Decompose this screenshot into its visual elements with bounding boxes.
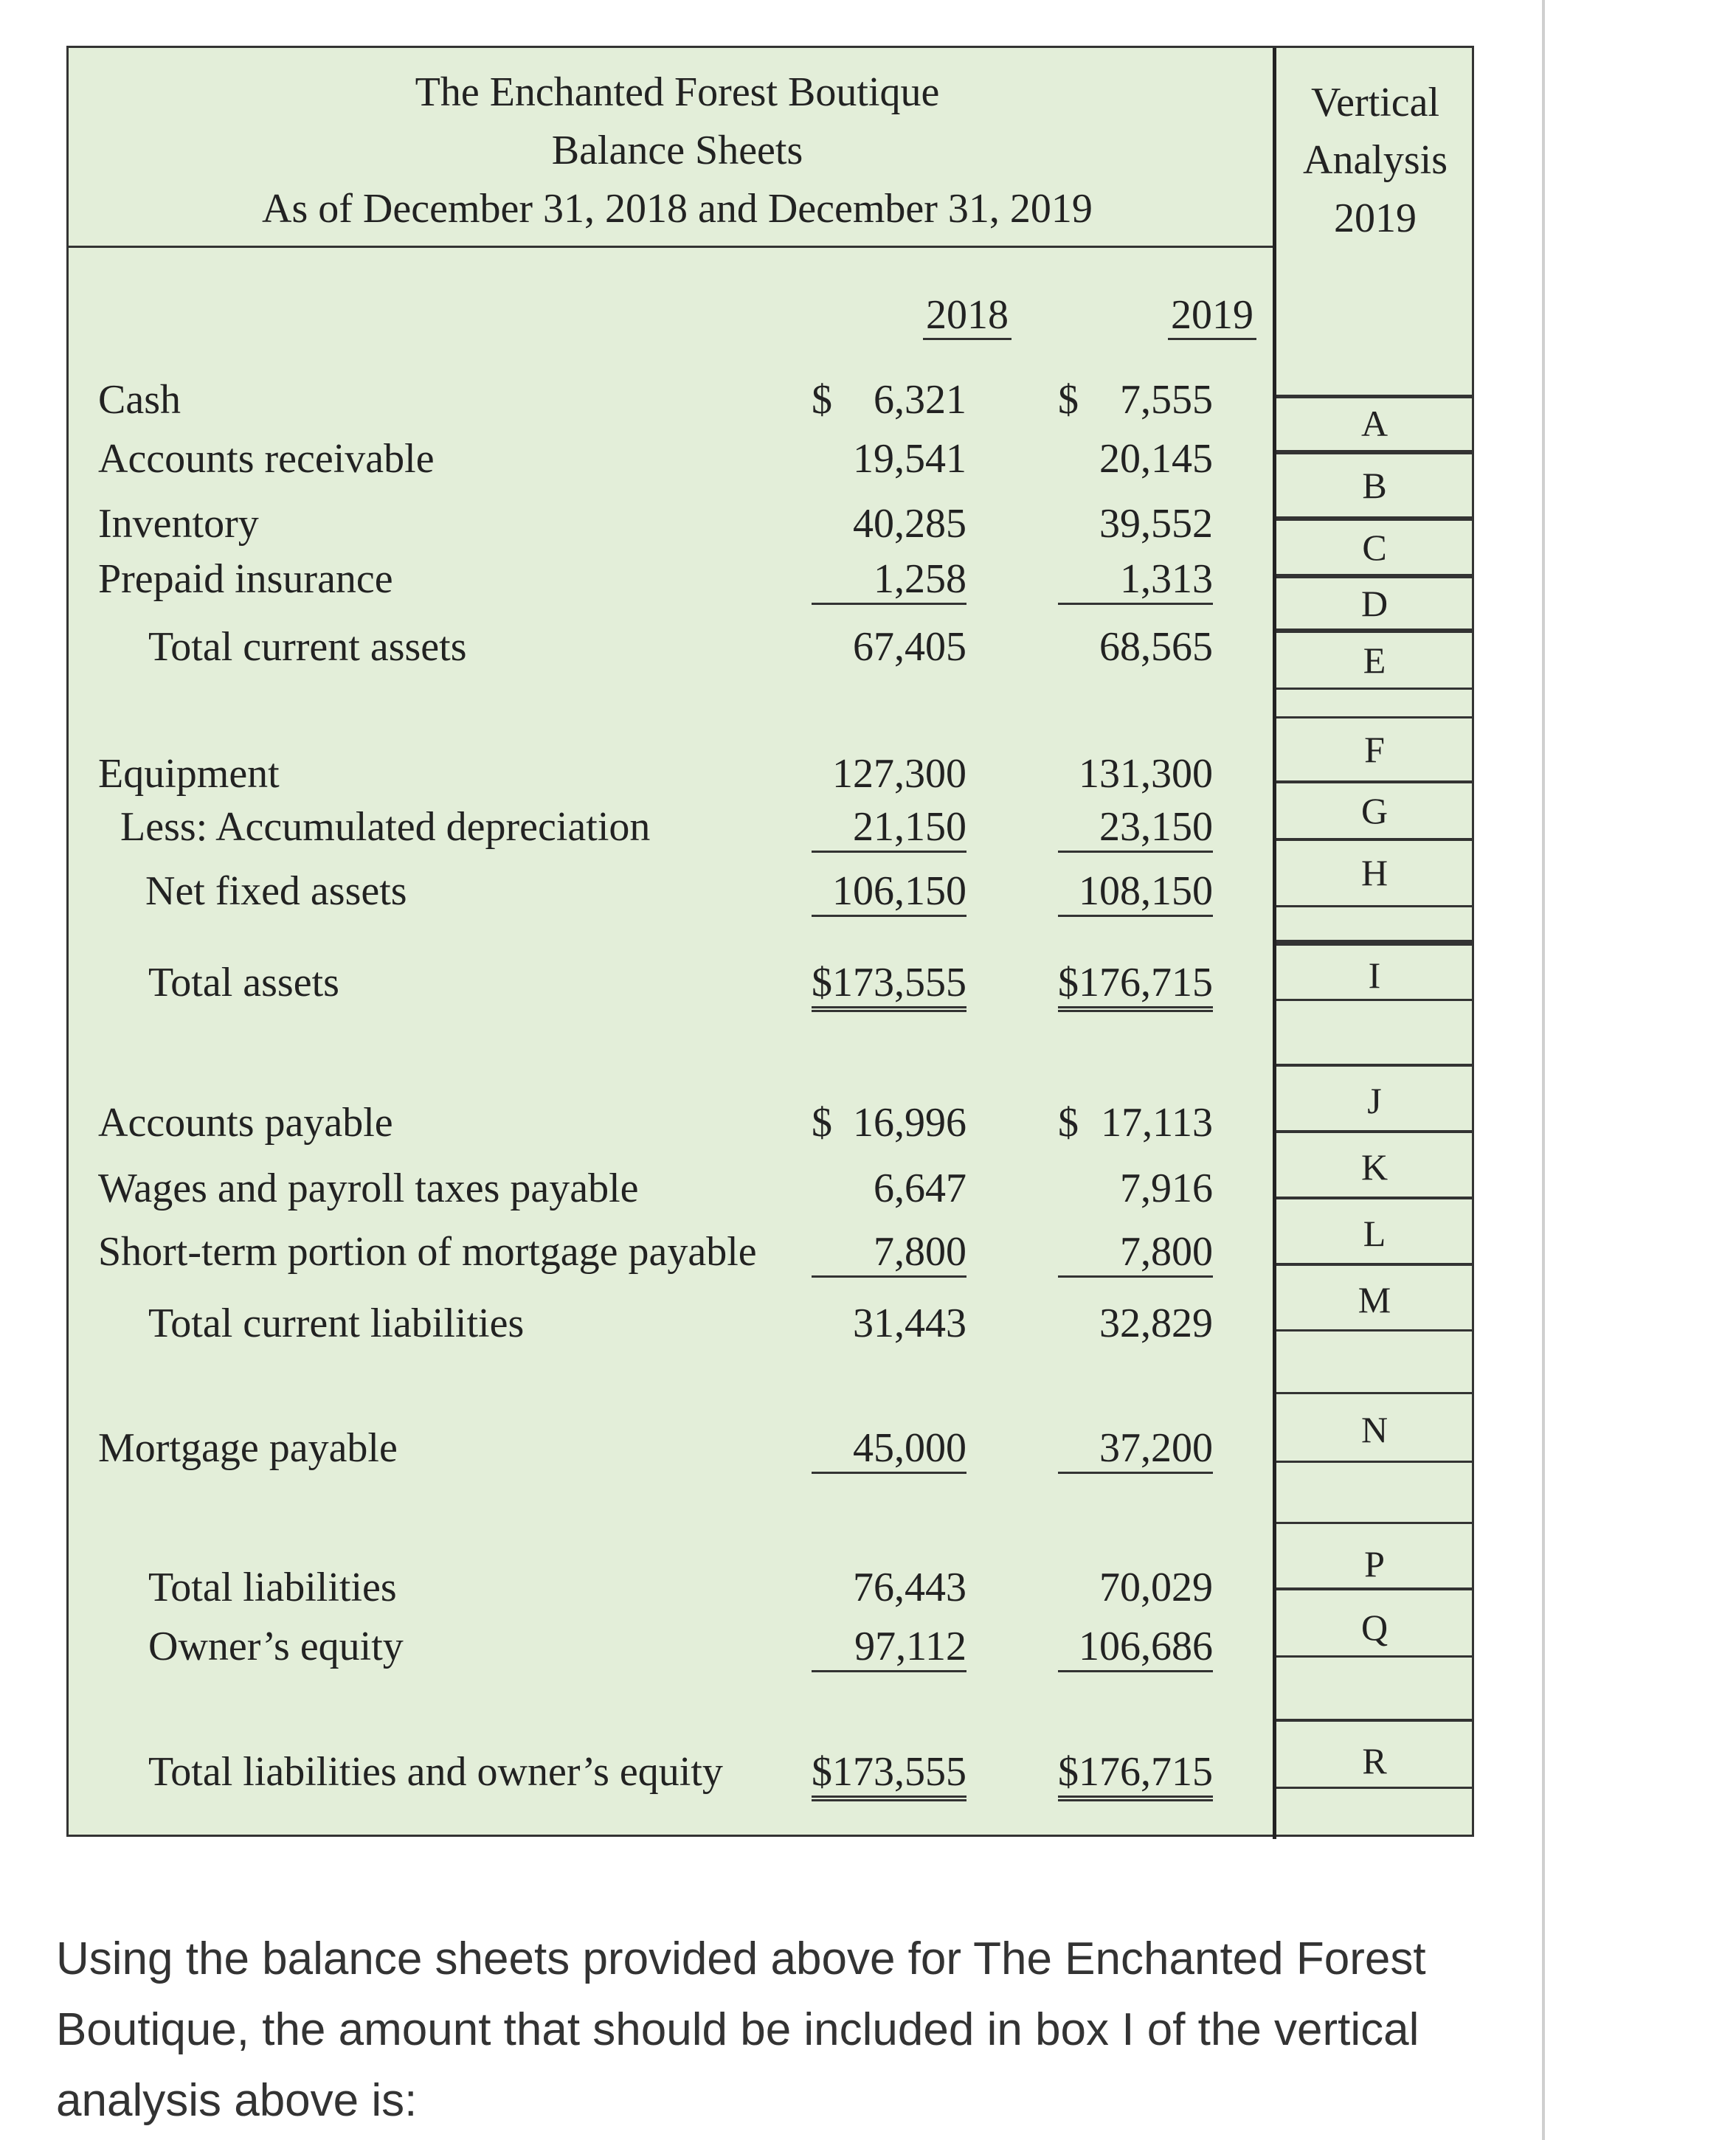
va-blank-cell [1276, 1461, 1473, 1524]
va-box-b: B [1276, 452, 1473, 519]
statement-title: Balance Sheets [551, 128, 803, 173]
va-blank-cell [1276, 906, 1473, 942]
value-2019: 106,686 [1058, 1623, 1213, 1672]
value-2018: 97,112 [812, 1623, 966, 1672]
value-2019: 39,552 [1099, 501, 1213, 547]
va-blank-cell [1276, 246, 1473, 398]
row-mortgage-payable [69, 1424, 1273, 1476]
row-label: Total current assets [148, 624, 467, 670]
row-short-term-mortgage [69, 1228, 1273, 1280]
balance-sheet-table [66, 46, 1474, 1837]
value-2019: 20,145 [1099, 436, 1213, 482]
value-2019: $ 17,113 [1058, 1100, 1213, 1146]
va-box-e: E [1276, 631, 1473, 690]
va-box-l: L [1276, 1197, 1473, 1265]
period-title: As of December 31, 2018 and December 31, 2019 [262, 186, 1093, 232]
row-wages-payable [69, 1165, 1273, 1216]
row-accounts-receivable [69, 435, 1273, 487]
value-2018: 19,541 [853, 436, 966, 482]
row-accumulated-depreciation [69, 803, 1273, 855]
row-equipment [69, 750, 1273, 802]
row-label: Short-term portion of mortgage payable [98, 1229, 757, 1275]
va-box-d: D [1276, 576, 1473, 631]
va-box-k: K [1276, 1131, 1473, 1199]
value-2019: $ 7,555 [1058, 377, 1213, 423]
va-blank-cell [1276, 1787, 1473, 1837]
row-label: Mortgage payable [98, 1425, 398, 1471]
value-2019: 32,829 [1099, 1301, 1213, 1346]
value-2018: 67,405 [853, 624, 966, 670]
va-blank-cell [1276, 1000, 1473, 1066]
value-2018: 106,150 [812, 868, 966, 917]
value-2018: $173,555 [812, 1748, 966, 1801]
value-2019: 108,150 [1058, 868, 1213, 917]
va-blank-cell [1276, 1329, 1473, 1394]
value-2018: 40,285 [853, 501, 966, 547]
company-title: The Enchanted Forest Boutique [415, 69, 940, 115]
row-total-assets [69, 959, 1273, 1011]
row-total-liabilities [69, 1564, 1273, 1616]
row-inventory [69, 500, 1273, 552]
row-owners-equity [69, 1623, 1273, 1675]
va-title-line1: Vertical [1310, 80, 1440, 125]
row-total-current-assets [69, 623, 1273, 675]
row-label: Total liabilities [148, 1565, 397, 1610]
va-box-j: J [1276, 1064, 1473, 1132]
value-2019: $176,715 [1058, 959, 1213, 1012]
va-box-p: P [1276, 1522, 1473, 1590]
value-2018: 45,000 [812, 1424, 966, 1474]
va-box-g: G [1276, 781, 1473, 840]
value-2019: 7,800 [1058, 1228, 1213, 1278]
value-2019: 37,200 [1058, 1424, 1213, 1474]
row-label: Owner’s equity [148, 1624, 404, 1669]
value-2018: $ 16,996 [812, 1100, 966, 1146]
value-2019: 23,150 [1058, 803, 1213, 853]
row-accounts-payable [69, 1099, 1273, 1151]
row-label: Accounts payable [98, 1100, 393, 1146]
row-total-current-liabilities [69, 1300, 1273, 1351]
row-net-fixed-assets [69, 868, 1273, 919]
va-box-c: C [1276, 519, 1473, 576]
row-label: Cash [98, 377, 181, 423]
value-2019: 68,565 [1099, 624, 1213, 670]
row-label: Total liabilities and owner’s equity [148, 1749, 723, 1795]
value-2018: $173,555 [812, 959, 966, 1012]
col-2018-header: 2018 [886, 291, 1048, 339]
va-box-q: Q [1276, 1588, 1473, 1658]
va-box-m: M [1276, 1264, 1473, 1332]
value-2019: 70,029 [1099, 1565, 1213, 1610]
row-label: Inventory [98, 501, 259, 547]
value-2018: 76,443 [853, 1565, 966, 1610]
row-label: Net fixed assets [145, 868, 407, 914]
value-2018: $ 6,321 [812, 377, 966, 423]
va-title-year: 2019 [1334, 195, 1417, 241]
col-2019-header: 2019 [1131, 291, 1293, 339]
row-total-liabilities-equity [69, 1748, 1273, 1800]
va-box-h: H [1276, 839, 1473, 907]
value-2019: 7,916 [1120, 1166, 1213, 1211]
value-2018: 31,443 [853, 1301, 966, 1346]
row-label: Accounts receivable [98, 436, 435, 482]
va-box-f: F [1276, 716, 1473, 783]
va-title-line2: Analysis [1303, 137, 1448, 183]
question-text: Using the balance sheets provided above for The Enchanted Forest Boutique, the amount that should be included in box I of the vertical analysis above is: [56, 1933, 1426, 2126]
va-blank-cell [1276, 1656, 1473, 1721]
row-label: Less: Accumulated depreciation [120, 804, 651, 850]
va-box-n: N [1276, 1392, 1473, 1463]
row-label: Total assets [148, 960, 339, 1005]
value-2018: 6,647 [874, 1166, 966, 1211]
page-scrollbar-edge [1542, 0, 1545, 2140]
row-prepaid-insurance [69, 555, 1273, 607]
header-divider [69, 246, 1273, 248]
va-box-r: R [1276, 1720, 1473, 1789]
value-2018: 127,300 [832, 751, 966, 797]
value-2019: $176,715 [1058, 1748, 1213, 1801]
va-box-a: A [1276, 395, 1473, 452]
row-label: Total current liabilities [148, 1301, 525, 1346]
value-2018: 7,800 [812, 1228, 966, 1278]
row-label: Wages and payroll taxes payable [98, 1166, 639, 1211]
row-label: Equipment [98, 751, 280, 797]
value-2018: 21,150 [812, 803, 966, 853]
row-cash [69, 376, 1273, 428]
value-2019: 131,300 [1079, 751, 1213, 797]
value-2019: 1,313 [1058, 555, 1213, 605]
row-label: Prepaid insurance [98, 556, 393, 602]
value-2018: 1,258 [812, 555, 966, 605]
va-box-i: I [1276, 942, 1473, 1001]
